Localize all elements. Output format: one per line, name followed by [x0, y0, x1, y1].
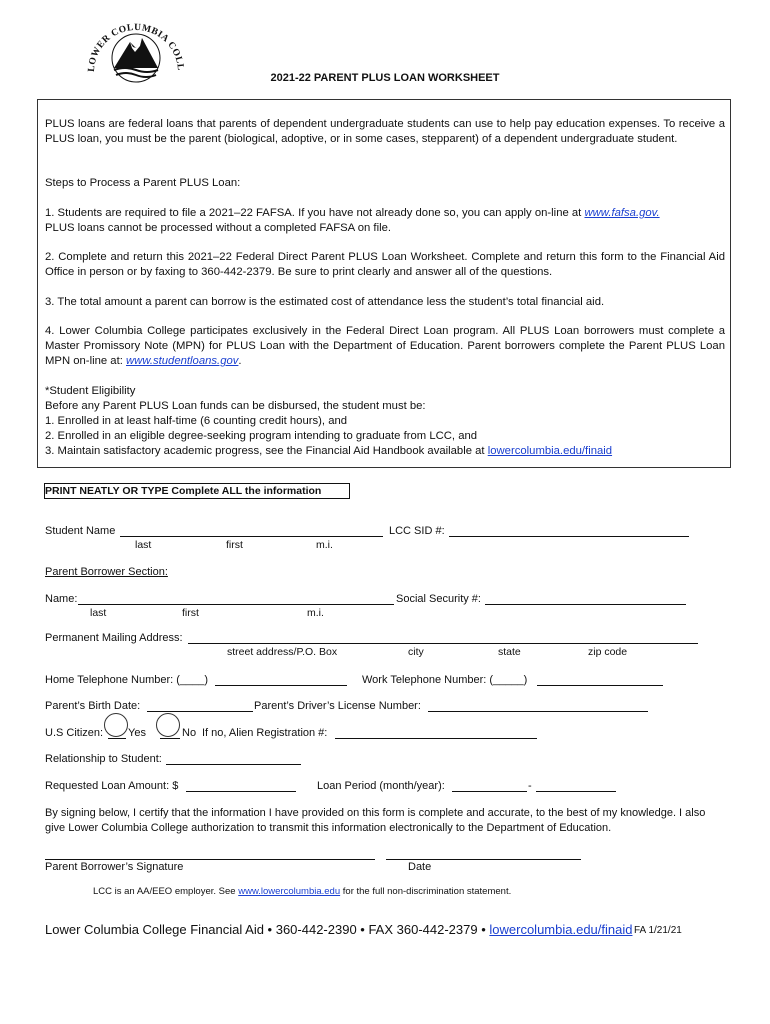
form-code: FA 1/21/21: [634, 925, 682, 936]
studentloans-link[interactable]: www.studentloans.gov: [126, 355, 239, 367]
work-phone-input[interactable]: [537, 674, 663, 686]
zip-label: zip code: [588, 646, 628, 658]
ssn-label: Social Security #:: [396, 593, 481, 605]
home-phone-input[interactable]: [215, 674, 347, 686]
eeo-statement: LCC is an AA/EEO employer. See www.lowercolumbia.edu for the full non-discrimination statement.: [93, 886, 512, 897]
parent-name-input[interactable]: [78, 593, 394, 605]
yes-underline: [108, 727, 126, 739]
step-2: 2. Complete and return this 2021–22 Federal Direct Parent PLUS Loan Worksheet. Complete and return this form to the Financial Aid Office in person or by faxing to 360-442-2379. Be sure to print clearly and answer all of the questions.: [45, 251, 725, 278]
loan-period-end-input[interactable]: [536, 780, 616, 792]
student-mi-label: m.i.: [316, 539, 333, 551]
state-label: state: [498, 646, 521, 658]
step-3: 3. The total amount a parent can borrow is the estimated cost of attendance less the student’s total financial aid.: [45, 296, 605, 308]
student-eligibility: *Student Eligibility Before any Parent PLUS Loan funds can be disbursed, the student must be: 1. Enrolled in at least half-time (6 counting credit hours), and 2. Enrolled in an eligible degree-seeking program intending to graduate from LCC, and 3. Maintain satisfactory academic progress, see the Financial Aid Handbook available at lowercolumbia.edu/finaid: [45, 385, 613, 457]
loan-amount-input[interactable]: [186, 780, 296, 792]
home-phone-label: Home Telephone Number: (____): [45, 674, 209, 686]
street-label: street address/P.O. Box: [227, 646, 338, 658]
lcc-sid-input[interactable]: [449, 525, 689, 537]
alien-label: If no, Alien Registration #:: [202, 727, 328, 739]
student-first-label: first: [226, 539, 243, 551]
step-4: 4. Lower Columbia College participates exclusively in the Federal Direct Loan program. All PLUS Loan borrowers must complete a Master Promissory Note (MPN) for PLUS Loan with the Department of Education. Parent borrowers complete the Parent PLUS Loan MPN on-line at: www.studentloans.gov.: [45, 325, 725, 367]
date-input[interactable]: [386, 848, 581, 860]
mailing-address-label: Permanent Mailing Address:: [45, 632, 183, 644]
step-1: 1. Students are required to file a 2021–22 FAFSA. If you have not already done so, you can apply on-line at www.fafsa.gov. PLUS loans cannot be processed without a completed FAFSA on file.: [45, 207, 660, 234]
loan-period-label: Loan Period (month/year):: [317, 780, 445, 792]
page-title: 2021-22 PARENT PLUS LOAN WORKSHEET: [270, 72, 500, 84]
loan-period-start-input[interactable]: [452, 780, 527, 792]
mailing-address-input[interactable]: [188, 632, 698, 644]
steps-heading: Steps to Process a Parent PLUS Loan:: [45, 177, 241, 189]
date-label: Date: [408, 861, 432, 873]
signature-label: Parent Borrower’s Signature: [45, 861, 184, 873]
citizen-label: U.S Citizen:: [45, 727, 104, 739]
student-name-input[interactable]: [120, 525, 383, 537]
loan-amount-label: Requested Loan Amount: $: [45, 780, 179, 792]
intro-paragraph: PLUS loans are federal loans that parents of dependent undergraduate students can use to help pay education expenses. To receive a PLUS loan, you must be the parent (biological, adoptive, or in some cases, stepparent) of a dependent undergraduate student.: [45, 118, 725, 145]
city-label: city: [408, 646, 424, 658]
student-name-label: Student Name: [45, 525, 116, 537]
license-input[interactable]: [428, 700, 648, 712]
relationship-label: Relationship to Student:: [45, 753, 162, 765]
loan-period-separator: -: [528, 780, 532, 792]
signature-input[interactable]: [45, 848, 375, 860]
certification-text: By signing below, I certify that the information I have provided on this form is complete and accurate, to the best of my knowledge. I also give Lower Columbia College authorization to transmit this information electronically to the Department of Education.: [45, 807, 706, 834]
parent-section-heading: Parent Borrower Section:: [45, 566, 168, 578]
no-label: No: [182, 727, 197, 739]
yes-label: Yes: [128, 727, 146, 739]
work-phone-label: Work Telephone Number: (_____): [362, 674, 528, 686]
logo-text: LOWER COLUMBIA COLL: [86, 22, 186, 73]
birth-date-label: Parent’s Birth Date:: [45, 700, 141, 712]
lowercolumbia-link[interactable]: www.lowercolumbia.edu: [238, 886, 341, 897]
parent-name-label: Name:: [45, 593, 78, 605]
parent-mi-label: m.i.: [307, 607, 324, 619]
fafsa-link[interactable]: www.fafsa.gov.: [584, 207, 660, 219]
parent-last-label: last: [90, 607, 107, 619]
parent-first-label: first: [182, 607, 199, 619]
alien-input[interactable]: [335, 727, 537, 739]
no-underline: [160, 727, 180, 739]
footer-finaid-link[interactable]: lowercolumbia.edu/finaid: [489, 922, 633, 937]
print-heading: PRINT NEATLY OR TYPE Complete ALL the information: [45, 485, 322, 497]
ssn-input[interactable]: [485, 593, 686, 605]
lcc-sid-label: LCC SID #:: [389, 525, 445, 537]
footer-contact: Lower Columbia College Financial Aid • 360-442-2390 • FAX 360-442-2379 • lowercolumbia.edu/finaid: [45, 922, 633, 937]
finaid-link[interactable]: lowercolumbia.edu/finaid: [487, 445, 613, 457]
license-label: Parent’s Driver’s License Number:: [254, 700, 421, 712]
student-last-label: last: [135, 539, 152, 551]
birth-date-input[interactable]: [147, 700, 253, 712]
relationship-input[interactable]: [166, 753, 301, 765]
